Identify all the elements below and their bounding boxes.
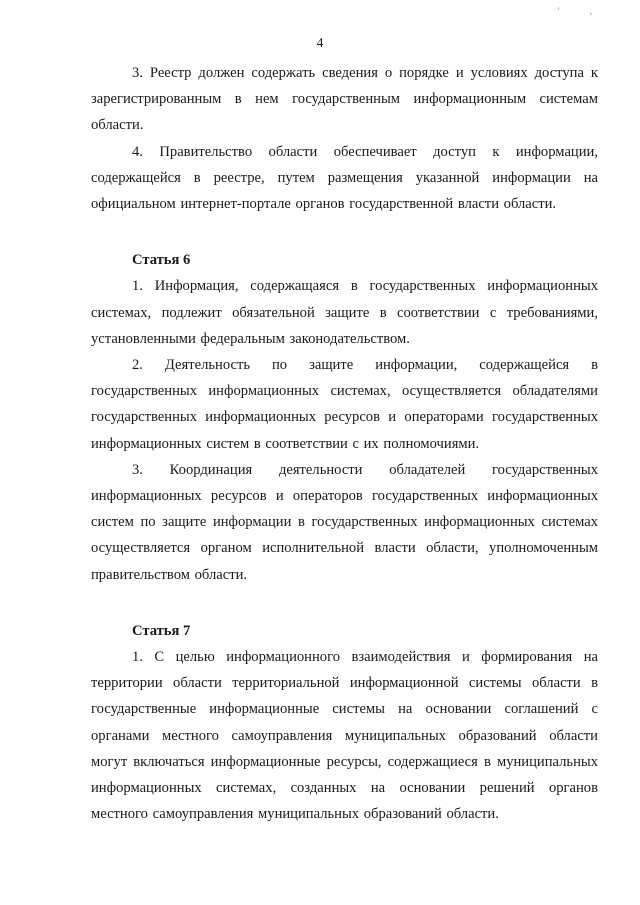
page-number: 4 <box>316 35 324 50</box>
article-7-paragraph-1: 1. С целью информационного взаимодействия и формирования на территории области территориальной информационной системы области в государственные информационные системы на основании соглашений с органами местного самоуправления муниципальных образований области могут включаться информационные ресурсы, содержащиеся в муниципальных информационных системах, созданных на основании решений органов местного самоуправления муниципальных образований области. <box>91 649 598 823</box>
article-6-heading: Статья 6 <box>132 252 191 269</box>
article-6-paragraph-2: 2. Деятельность по защите информации, содержащейся в государственных информационных системах, осуществляется обладателями государственных информационных ресурсов и операторами государственных информационных систем в соответствии с их полномочиями. <box>91 357 598 452</box>
corner-mark: ' , <box>557 6 606 16</box>
article-6-paragraph-1: 1. Информация, содержащаяся в государственных информационных системах, подлежит обязательной защите в соответствии с требованиями, установленными федеральным законодательством. <box>91 278 598 347</box>
article-6-paragraph-3: 3. Координация деятельности обладателей государственных информационных ресурсов и операторов государственных информационных систем по защите информации в государственных информационных системах осуществляется органом исполнительной власти области, уполномоченным правительством области. <box>91 461 598 583</box>
article-7-heading: Статья 7 <box>132 622 191 639</box>
document-body <box>91 60 598 827</box>
paragraph-intro-4: 4. Правительство области обеспечивает доступ к информации, содержащейся в реестре, путем размещения указанной информации на официальном интернет-портале органов государственной власти области. <box>91 143 598 213</box>
paragraph-intro-3: 3. Реестр должен содержать сведения о порядке и условиях доступа к зарегистрированным в нем государственным информационным системам области. <box>91 65 598 134</box>
